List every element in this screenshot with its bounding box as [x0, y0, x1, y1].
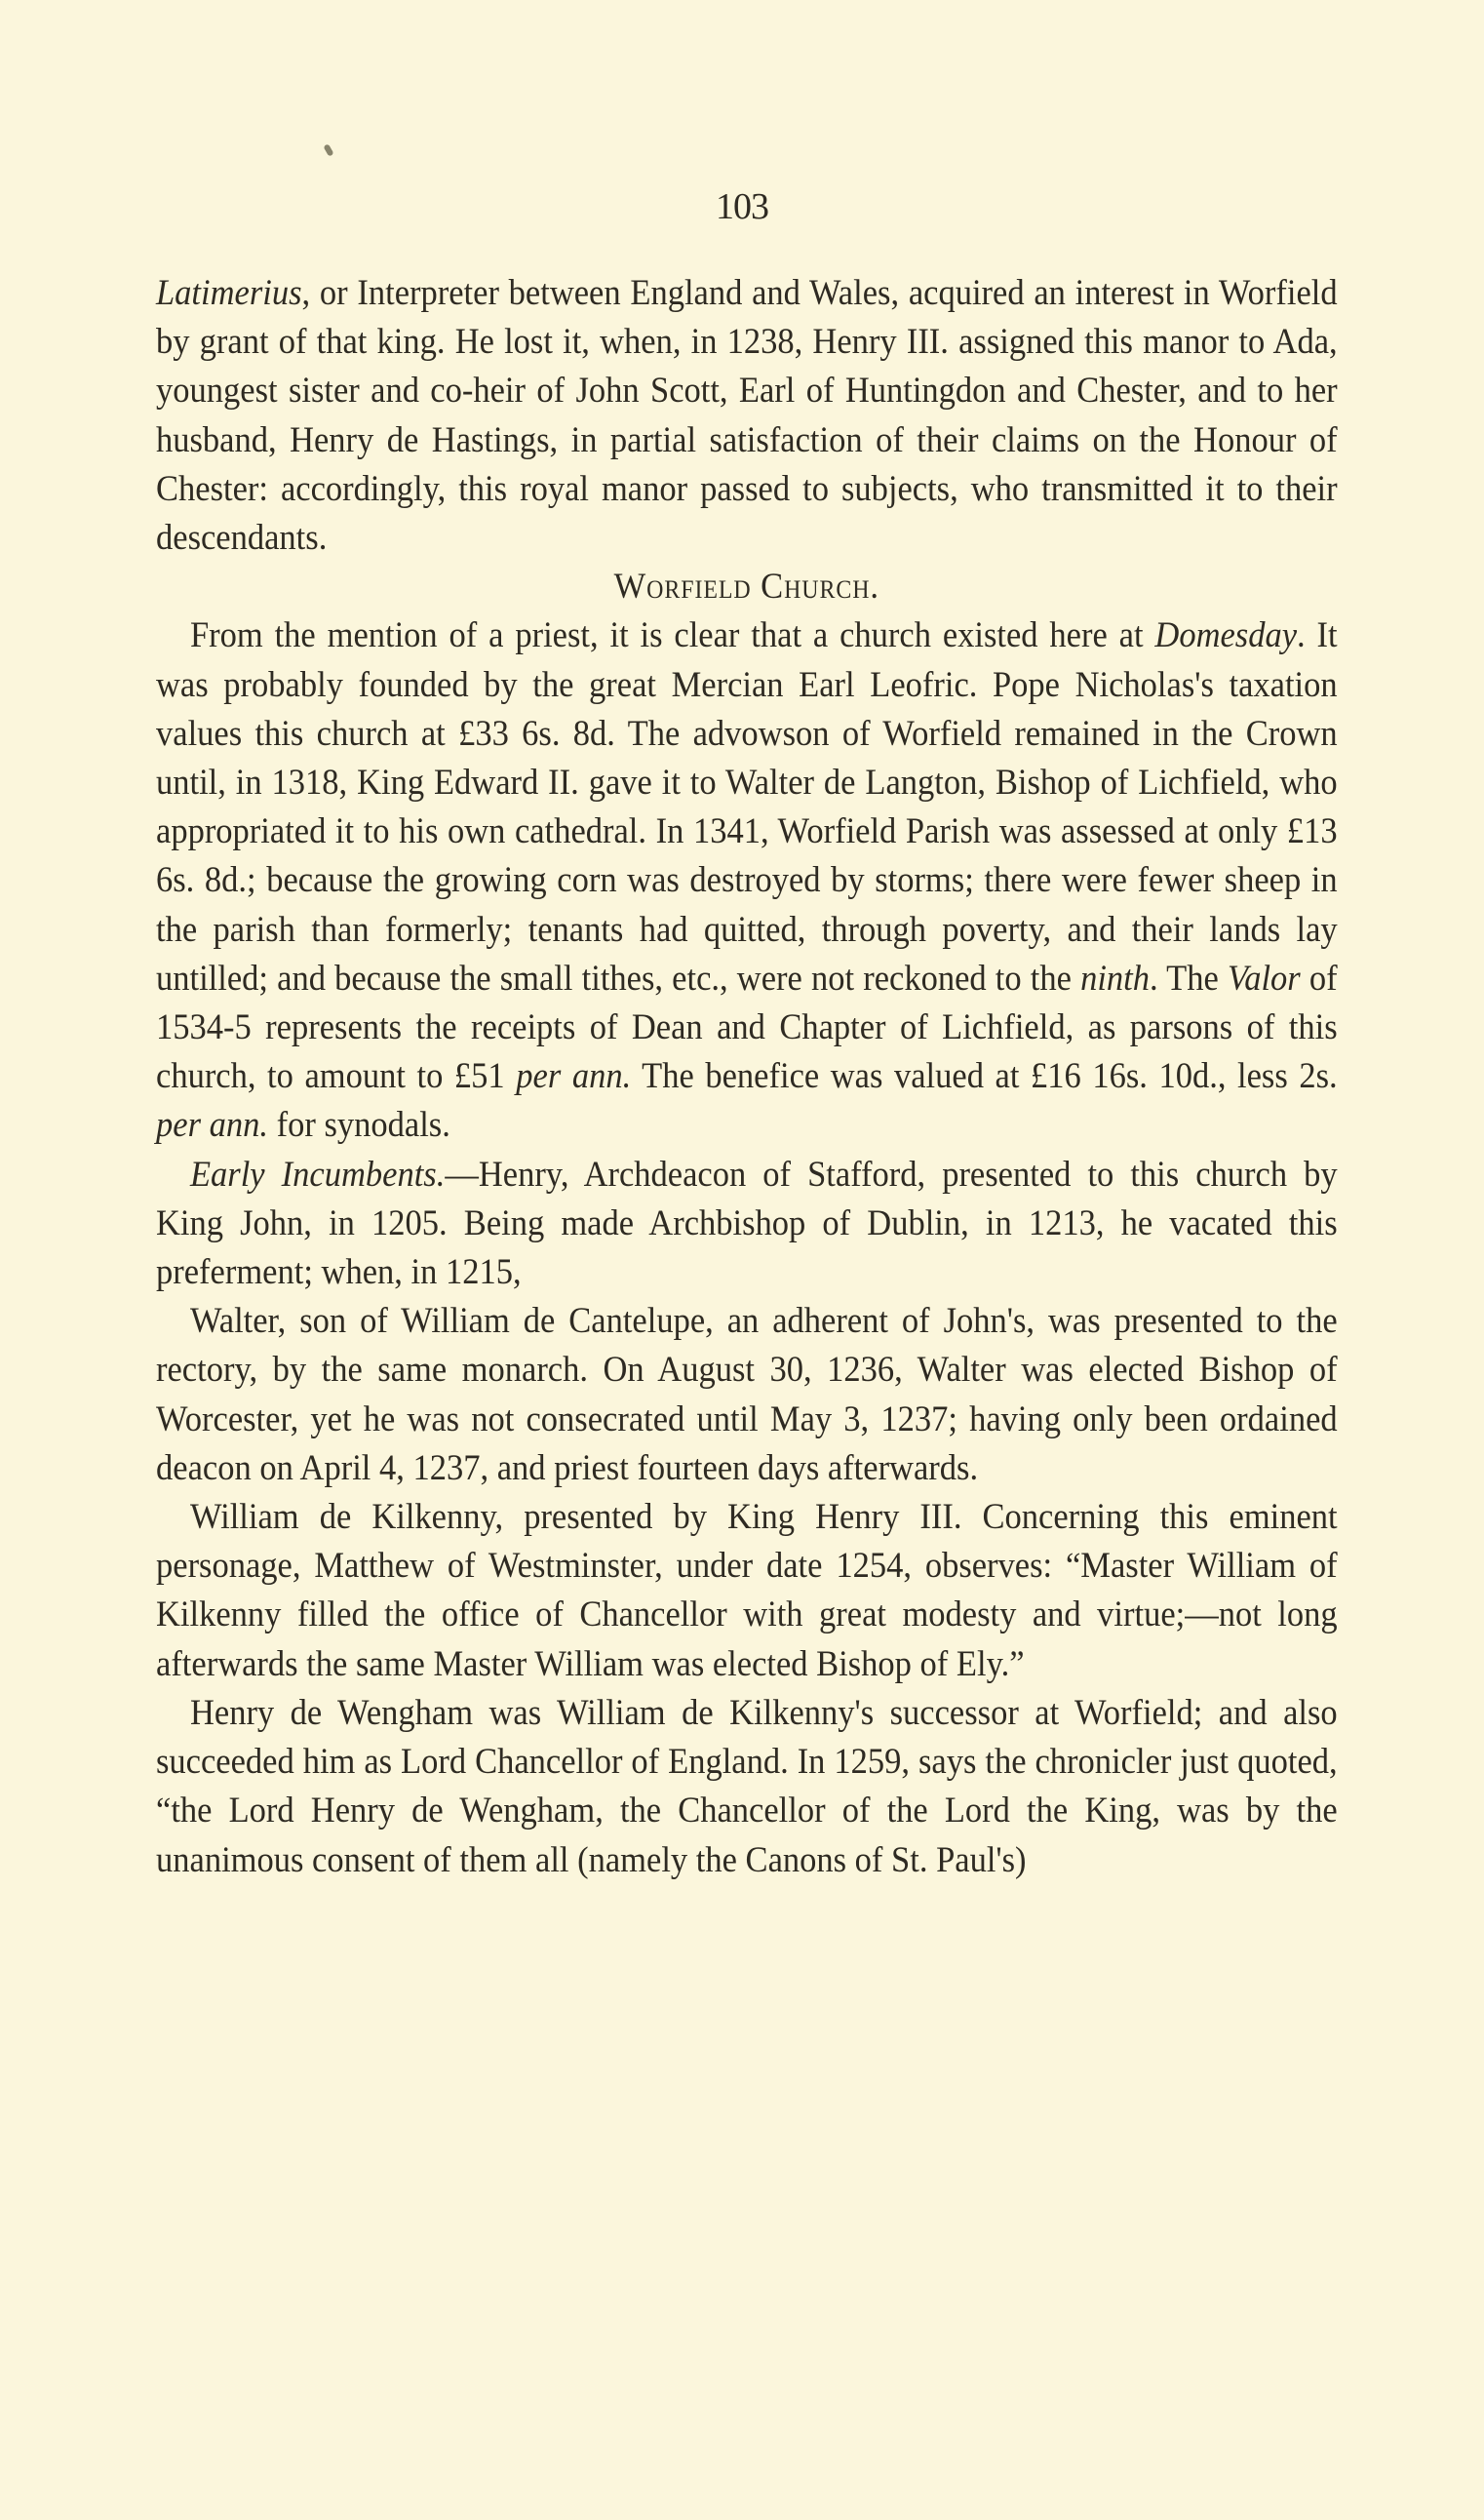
italic-text: per ann. [516, 1056, 632, 1097]
italic-text: Valor [1227, 958, 1301, 999]
body-text [156, 269, 1338, 1885]
paragraph [156, 269, 1338, 563]
paragraph [156, 1297, 1338, 1493]
section-heading: Worfield Church. [613, 567, 879, 608]
text-run: From the mention of a priest, it is clear that a church existed here at [189, 615, 1155, 656]
paragraph [156, 1689, 1338, 1885]
italic-text: ninth [1080, 958, 1151, 999]
paragraph [156, 1493, 1338, 1689]
italic-text: Domesday [1154, 615, 1298, 656]
text-run: for synodals. [268, 1105, 450, 1146]
text-run: William de Kilkenny, presented by King Henry III. Concerning this eminent personage, Matthew of Westminster, under date 1254, observes: “Master William of Kilkenny filled the office of Chancellor with great modesty and virtue;—not long afterwards the same Master William was elected Bishop of Ely.” [156, 1497, 1338, 1684]
italic-text: Early Incumbents. [189, 1154, 446, 1195]
text-run: Henry de Wengham was William de Kilkenny's successor at Worfield; and also succeeded him as Lord Chancellor of England. In 1259, says the chronicler just quoted, “the Lord Henry de Wengham, the Chancellor of the Lord the King, was by the unanimous consent of them all (namely the Canons of St. Paul's) [156, 1692, 1338, 1880]
text-run: —Henry, Archdeacon of Stafford, presented to this church by King John, in 1205. Being made Archbishop of Dublin, in 1213, he vacated this preferment; when, in 1215, [156, 1154, 1338, 1293]
text-run: . It was probably founded by the great Mercian Earl Leofric. Pope Nicholas's taxation values this church at £33 6s. 8d. The advowson of Worfield remained in the Crown until, in 1318, King Edward II. gave it to Walter de Langton, Bishop of Lichfield, who appropriated it to his own cathedral. In 1341, Worfield Parish was assessed at only £13 6s. 8d.; because the growing corn was destroyed by storms; there were fewer sheep in the parish than formerly; tenants had quitted, through poverty, and their lands lay untilled; and because the small tithes, etc., were not reckoned to the [156, 615, 1338, 999]
text-run: Walter, son of William de Cantelupe, an adherent of John's, was presented to the rectory, by the same monarch. On August 30, 1236, Walter was elected Bishop of Worcester, yet he was not consecrated until May 3, 1237; having only been ordained deacon on April 4, 1237, and priest fourteen days afterwards. [156, 1301, 1338, 1488]
paragraph [156, 1151, 1338, 1298]
page-speck [323, 143, 333, 156]
paragraph [156, 611, 1338, 1150]
text-run: . The [1150, 958, 1228, 999]
text-run: The benefice was valued at £16 16s. 10d., less 2s. [631, 1056, 1338, 1097]
text-run: , or Interpreter between England and Wales, acquired an interest in Worfield by grant of that king. He lost it, when, in 1238, Henry III. assigned this manor to Ada, youngest sister and co-heir of John Scott, Earl of Huntingdon and Chester, and to her husband, Henry de Hastings, in partial satisfaction of their claims on the Honour of Chester: accordingly, this royal manor passed to subjects, who transmitted it to their descendants. [156, 273, 1338, 559]
italic-text: per ann. [156, 1105, 268, 1146]
italic-text: Latimerius [156, 273, 302, 313]
page-number: 103 [716, 186, 768, 227]
text-run: of 1534-5 represents the receipts of Dean and Chapter of Lichfield, as parsons of this church, to amount to £51 [156, 958, 1338, 1097]
